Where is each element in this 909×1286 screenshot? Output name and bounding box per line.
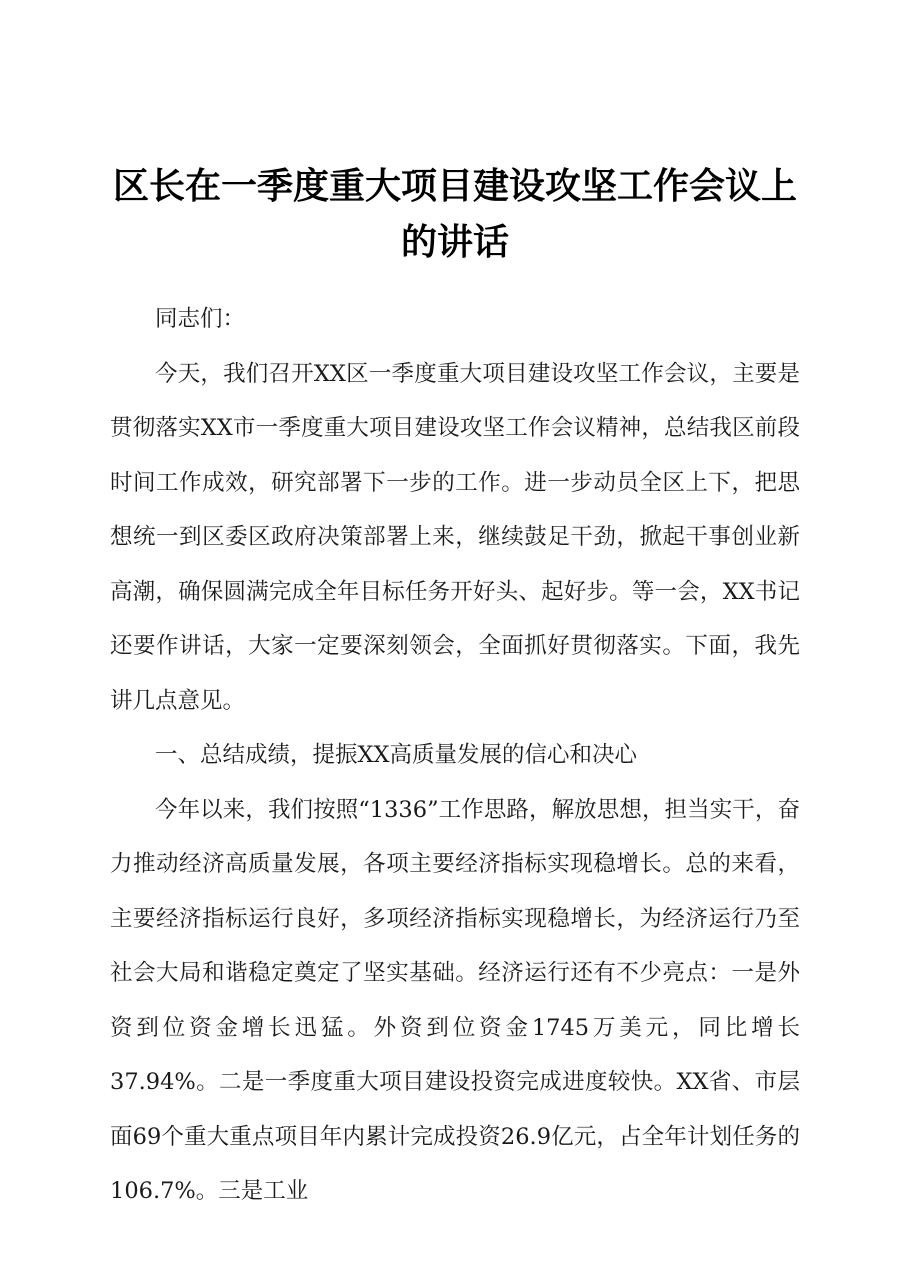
document-body [110, 292, 800, 1219]
achievements-paragraph: 今年以来，我们按照“1336”工作思路，解放思想，担当实干，奋力推动经济高质量发展，各项主要经济指标实现稳增长。总的来看，主要经济指标运行良好，多项经济指标实现稳增长，为经济运行乃至社会大局和谐稳定奠定了坚实基础。经济运行还有不少亮点：一是外资到位资金增长迅猛。外资到位资金1745万美元，同比增长37.94%。二是一季度重大项目建设投资完成进度较快。XX省、市层面69个重大重点项目年内累计完成投资26.9亿元，占全年计划任务的106.7%。三是工业 [110, 796, 800, 1204]
intro-paragraph: 今天，我们召开XX区一季度重大项目建设攻坚工作会议，主要是贯彻落实XX市一季度重大项目建设攻坚工作会议精神，总结我区前段时间工作成效，研究部署下一步的工作。进一步动员全区上下，把思想统一到区委区政府决策部署上来，继续鼓足干劲，掀起干事创业新高潮，确保圆满完成全年目标任务开好头、起好步。等一会，XX书记还要作讲话，大家一定要深刻领会，全面抓好贯彻落实。下面，我先讲几点意见。 [110, 360, 800, 714]
section-heading: 一、总结成绩，提振XX高质量发展的信心和决心 [155, 742, 638, 768]
salutation-paragraph: 同志们： [155, 306, 246, 332]
document-title: 区长在一季度重大项目建设攻坚工作会议上的讲话 [112, 165, 797, 263]
